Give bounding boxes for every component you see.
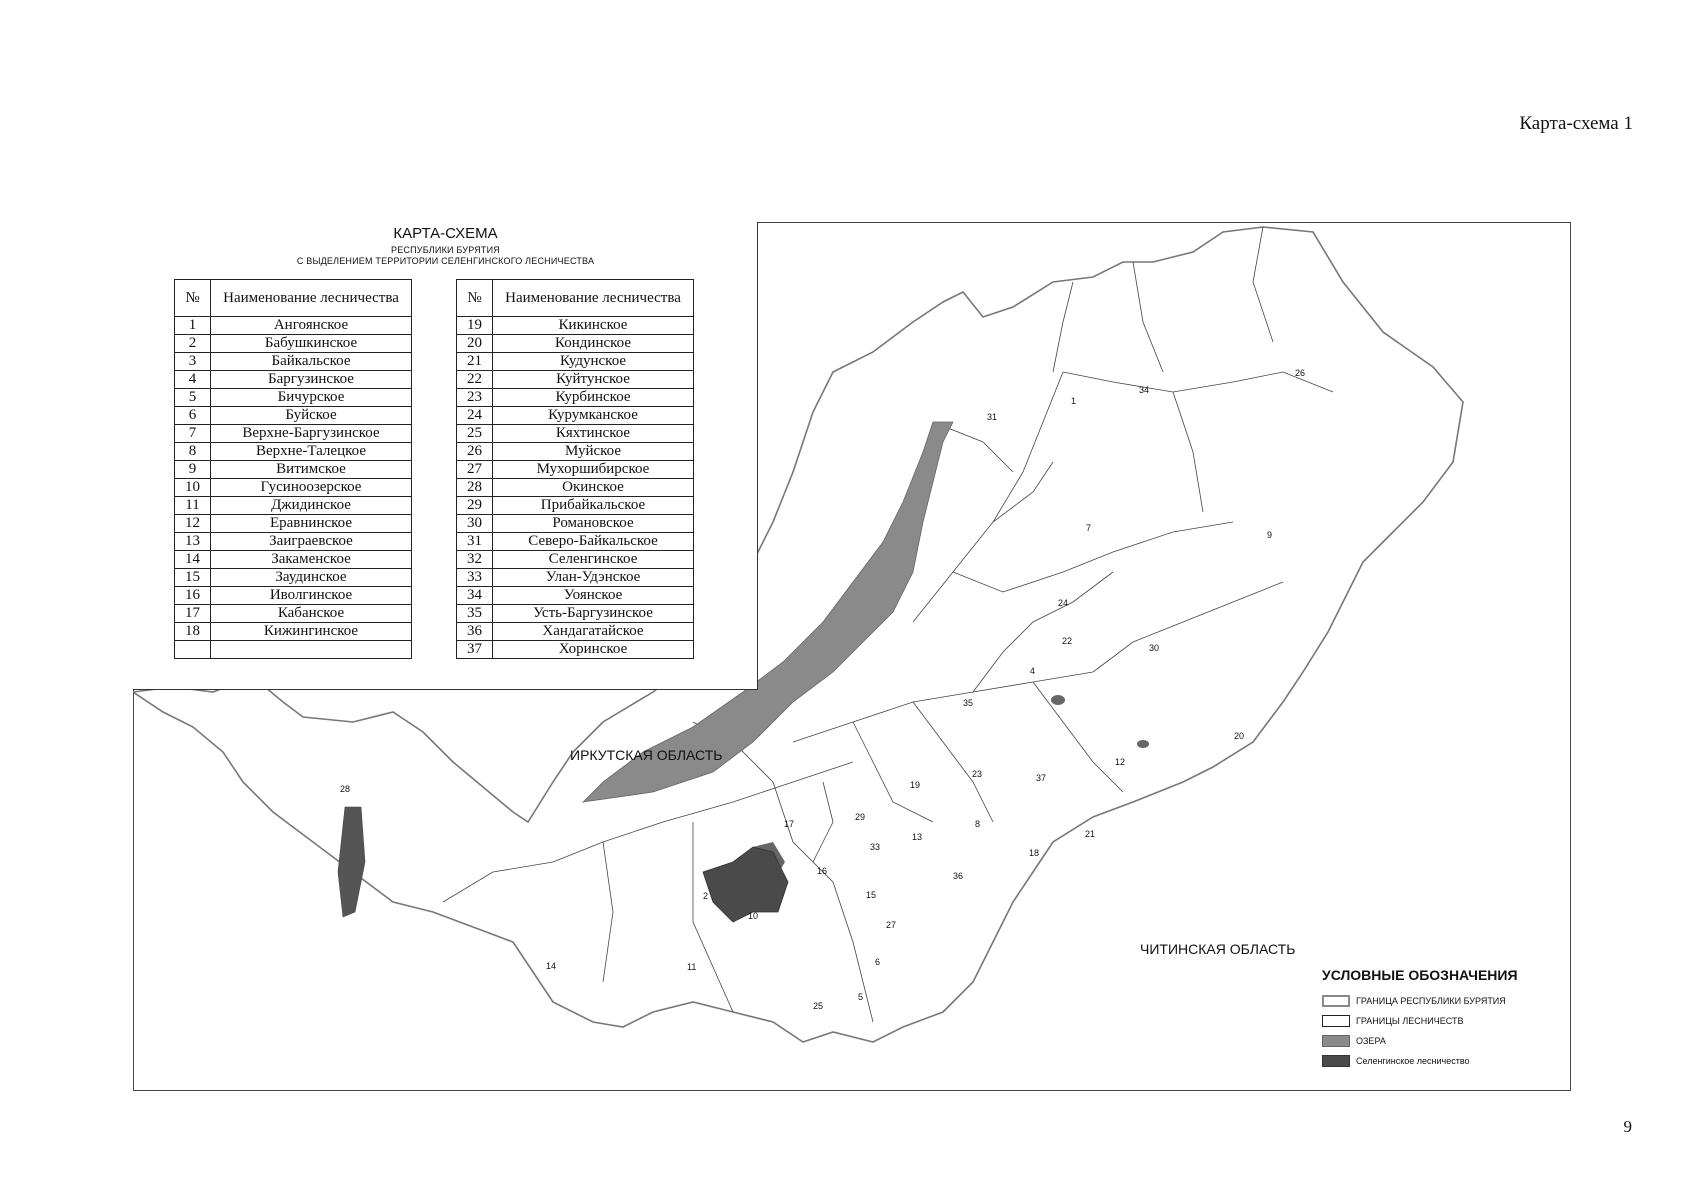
legend-swatch-selenga [1322, 1055, 1350, 1067]
table-row [457, 317, 694, 335]
forestry-number: 21 [457, 353, 493, 371]
table-row [175, 461, 412, 479]
page-header: Карта-схема 1 [1519, 113, 1633, 134]
table-row [175, 479, 412, 497]
table-row [457, 515, 694, 533]
forestry-name: Кижингинское [211, 623, 412, 641]
forestry-name: Ангоянское [211, 317, 412, 335]
table-row [175, 425, 412, 443]
legend-label-lakes: ОЗЕРА [1356, 1036, 1386, 1046]
forestry-name: Мухоршибирское [493, 461, 694, 479]
forestry-number: 27 [457, 461, 493, 479]
forestry-name: Байкальское [211, 353, 412, 371]
forestry-number: 29 [457, 497, 493, 515]
forestry-number: 25 [457, 425, 493, 443]
table-row [457, 605, 694, 623]
forestry-number: 37 [457, 641, 493, 659]
forestry-number: 17 [175, 605, 211, 623]
forestry-name: Бабушкинское [211, 335, 412, 353]
forestry-table-left [174, 279, 412, 659]
map-subtitle-2: С ВЫДЕЛЕНИЕМ ТЕРРИТОРИИ СЕЛЕНГИНСКОГО ЛЕСНИЧЕСТВА [296, 256, 595, 266]
forestry-number: 8 [175, 443, 211, 461]
forestry-name: Прибайкальское [493, 497, 694, 515]
district-number-13: 13 [912, 832, 923, 842]
forestry-number: 31 [457, 533, 493, 551]
table-row [175, 623, 412, 641]
forestry-name: Улан-Удэнское [493, 569, 694, 587]
forestry-number: 23 [457, 389, 493, 407]
forestry-name: Витимское [211, 461, 412, 479]
legend-swatch-lakes [1322, 1035, 1350, 1047]
table-row [175, 569, 412, 587]
district-number-36: 36 [953, 871, 964, 881]
table-header-num: № [175, 280, 211, 317]
table-row [175, 605, 412, 623]
table-row [457, 335, 694, 353]
district-number-4: 4 [1030, 666, 1036, 676]
irkutsk-region-label: ИРКУТСКАЯ ОБЛАСТЬ [570, 747, 723, 763]
forestry-name: Кабанское [211, 605, 412, 623]
legend-row-forestry [1322, 1011, 1562, 1031]
district-number-27: 27 [886, 920, 897, 930]
forestry-number: 28 [457, 479, 493, 497]
district-number-7: 7 [1086, 523, 1092, 533]
forestry-number: 26 [457, 443, 493, 461]
forestry-name: Еравнинское [211, 515, 412, 533]
district-number-10: 10 [748, 911, 759, 921]
forestry-number: 32 [457, 551, 493, 569]
forestry-number: 20 [457, 335, 493, 353]
district-number-21: 21 [1085, 829, 1096, 839]
forestry-number: 13 [175, 533, 211, 551]
forestry-number: 9 [175, 461, 211, 479]
forestry-name: Муйское [493, 443, 694, 461]
table-row [457, 623, 694, 641]
table-row [175, 443, 412, 461]
legend-swatch-forestry [1322, 1015, 1350, 1027]
forestry-name: Окинское [493, 479, 694, 497]
table-row [175, 407, 412, 425]
forestry-name: Кондинское [493, 335, 694, 353]
district-number-9: 9 [1267, 530, 1273, 540]
district-number-23: 23 [972, 769, 983, 779]
forestry-number: 2 [175, 335, 211, 353]
table-row [175, 497, 412, 515]
district-number-12: 12 [1115, 757, 1126, 767]
district-number-37: 37 [1036, 773, 1047, 783]
forestry-name: Баргузинское [211, 371, 412, 389]
district-number-5: 5 [858, 992, 864, 1002]
forestry-number: 22 [457, 371, 493, 389]
table-row [175, 551, 412, 569]
table-row [457, 533, 694, 551]
forestry-number: 12 [175, 515, 211, 533]
table-row [175, 317, 412, 335]
table-row [175, 533, 412, 551]
district-number-31: 31 [987, 412, 998, 422]
forestry-number: 6 [175, 407, 211, 425]
district-number-35: 35 [963, 698, 974, 708]
legend-label-republic: ГРАНИЦА РЕСПУБЛИКИ БУРЯТИЯ [1356, 996, 1506, 1006]
forestry-name: Джидинское [211, 497, 412, 515]
legend-title: УСЛОВНЫЕ ОБОЗНАЧЕНИЯ [1322, 967, 1518, 983]
forestry-number: 34 [457, 587, 493, 605]
district-number-30: 30 [1149, 643, 1160, 653]
district-number-24: 24 [1058, 598, 1069, 608]
table-row [457, 353, 694, 371]
forestry-name: Буйское [211, 407, 412, 425]
forestry-name: Кикинское [493, 317, 694, 335]
table-row [175, 353, 412, 371]
table-row [175, 335, 412, 353]
forestry-name: Иволгинское [211, 587, 412, 605]
forestry-name: Верхне-Талецкое [211, 443, 412, 461]
table-row [457, 569, 694, 587]
table-row [175, 371, 412, 389]
district-number-17: 17 [784, 819, 795, 829]
forestry-name: Романовское [493, 515, 694, 533]
legend-swatch-republic [1322, 995, 1350, 1007]
forestry-number: 10 [175, 479, 211, 497]
forestry-name: Курбинское [493, 389, 694, 407]
forestry-name: Гусиноозерское [211, 479, 412, 497]
table-row [457, 479, 694, 497]
table-header-num: № [457, 280, 493, 317]
legend-row-republic [1322, 991, 1562, 1011]
map-title: КАРТА-СХЕМА [393, 225, 498, 242]
district-number-19: 19 [910, 780, 921, 790]
forestry-name: Усть-Баргузинское [493, 605, 694, 623]
forestry-name: Селенгинское [493, 551, 694, 569]
district-number-34: 34 [1139, 385, 1150, 395]
forestry-name: Северо-Байкальское [493, 533, 694, 551]
table-header-name: Наименование лесничества [493, 280, 694, 317]
lake-small-2 [1137, 740, 1149, 748]
chita-region-label: ЧИТИНСКАЯ ОБЛАСТЬ [1140, 941, 1296, 957]
forestry-name: Верхне-Баргузинское [211, 425, 412, 443]
district-number-16: 16 [817, 866, 828, 876]
table-row-empty [175, 641, 412, 659]
district-number-18: 18 [1029, 848, 1040, 858]
legend-label-forestry: ГРАНИЦЫ ЛЕСНИЧЕСТВ [1356, 1016, 1464, 1026]
page-number: 9 [1623, 1117, 1632, 1136]
lake-small-1 [1051, 695, 1065, 705]
forestry-number: 16 [175, 587, 211, 605]
table-row [457, 425, 694, 443]
district-number-6: 6 [875, 957, 881, 967]
table-row [457, 497, 694, 515]
forestry-name: Куйтунское [493, 371, 694, 389]
forestry-name: Хандагатайское [493, 623, 694, 641]
forestry-name: Заиграевское [211, 533, 412, 551]
forestry-number: 35 [457, 605, 493, 623]
forestry-name: Закаменское [211, 551, 412, 569]
forestry-number: 1 [175, 317, 211, 335]
forestry-number: 7 [175, 425, 211, 443]
forestry-number: 24 [457, 407, 493, 425]
table-row [457, 443, 694, 461]
table-header-name: Наименование лесничества [211, 280, 412, 317]
table-row [175, 515, 412, 533]
table-row [175, 389, 412, 407]
district-number-8: 8 [975, 819, 981, 829]
legend [1322, 967, 1562, 1071]
district-number-2: 2 [703, 891, 709, 901]
table-row [457, 407, 694, 425]
district-number-25: 25 [813, 1001, 824, 1011]
table-row [457, 371, 694, 389]
district-number-28: 28 [340, 784, 351, 794]
district-number-26: 26 [1295, 368, 1306, 378]
district-number-20: 20 [1234, 731, 1245, 741]
table-row [175, 587, 412, 605]
forestry-number: 5 [175, 389, 211, 407]
forestry-number: 30 [457, 515, 493, 533]
table-row [457, 551, 694, 569]
forestry-number: 4 [175, 371, 211, 389]
forestry-number: 18 [175, 623, 211, 641]
forestry-number: 11 [175, 497, 211, 515]
district-number-11: 11 [687, 962, 697, 972]
forestry-table-right [456, 279, 694, 659]
table-row [457, 461, 694, 479]
table-row [457, 641, 694, 659]
district-number-14: 14 [546, 961, 557, 971]
forestry-number: 33 [457, 569, 493, 587]
district-number-15: 15 [866, 890, 877, 900]
forestry-name: Кяхтинское [493, 425, 694, 443]
forestry-name: Курумканское [493, 407, 694, 425]
forestry-name: Бичурское [211, 389, 412, 407]
forestry-name: Заудинское [211, 569, 412, 587]
forestry-number: 15 [175, 569, 211, 587]
legend-row-selenga [1322, 1051, 1562, 1071]
map-subtitle-1: РЕСПУБЛИКИ БУРЯТИЯ [391, 245, 500, 255]
forestry-name: Кудунское [493, 353, 694, 371]
district-number-33: 33 [870, 842, 881, 852]
forestry-name-empty [211, 641, 412, 659]
district-number-22: 22 [1062, 636, 1073, 646]
legend-row-lakes [1322, 1031, 1562, 1051]
table-row [457, 389, 694, 407]
forestry-number: 3 [175, 353, 211, 371]
forestry-number: 36 [457, 623, 493, 641]
forestry-name: Уоянское [493, 587, 694, 605]
forestry-number: 14 [175, 551, 211, 569]
forestry-number: 19 [457, 317, 493, 335]
forestry-number-empty [175, 641, 211, 659]
district-number-1: 1 [1071, 396, 1077, 406]
legend-label-selenga: Селенгинское лесничество [1356, 1056, 1470, 1066]
forestry-name: Хоринское [493, 641, 694, 659]
table-row [457, 587, 694, 605]
district-number-29: 29 [855, 812, 866, 822]
